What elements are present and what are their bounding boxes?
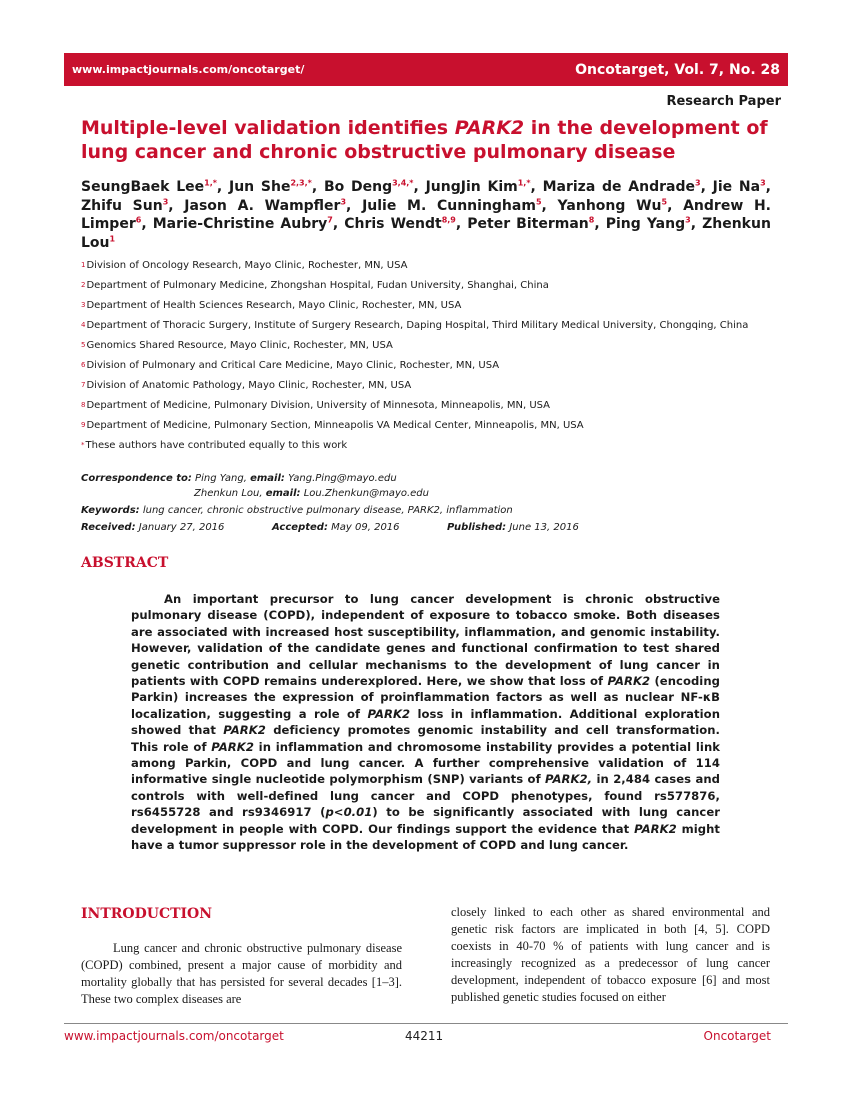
- author-sup: 1: [109, 233, 116, 243]
- affiliation-sup: 2: [81, 281, 86, 289]
- correspondence: [81, 473, 771, 503]
- affiliation-item: [81, 419, 781, 432]
- gene-name: PARK2: [223, 723, 266, 738]
- affiliation-text: Department of Thoracic Surgery, Institute of Surgery Research, Daping Hospital, Third Military Medical University, Chongqing, China: [86, 320, 749, 331]
- abstract-segment: deficiency promotes genomic instability and cell transformation. This role of: [131, 723, 721, 754]
- author[interactable]: [81, 198, 168, 214]
- title-part1: Multiple-level validation identifies: [81, 117, 455, 139]
- abstract-segment: in inflammation and chromosome instability provides a potential link among Parkin, COPD and lung cancer. A further comprehensive validation of 114 informative single nucleotide polymorphism (SNP) variants of: [131, 739, 721, 787]
- accepted-date: [272, 522, 447, 533]
- author-name: Ping Yang: [605, 216, 686, 232]
- article-title: [81, 116, 781, 164]
- article-dates: [81, 522, 771, 533]
- affiliation-text: Department of Medicine, Pulmonary Division, University of Minnesota, Minneapolis, MN, USA: [86, 400, 551, 411]
- accepted-value: May 09, 2016: [331, 522, 400, 533]
- author[interactable]: [153, 216, 333, 232]
- affiliation-text: Department of Medicine, Pulmonary Section, Minneapolis VA Medical Center, Minneapolis, MN, USA: [86, 420, 584, 431]
- author-sup: 1,*: [204, 178, 217, 188]
- affiliation-text: Department of Health Sciences Research, Mayo Clinic, Rochester, MN, USA: [86, 300, 462, 311]
- abstract-segment: An important precursor to lung cancer development is chronic obstructive pulmonary disease (COPD), independent of exposure to tobacco smoke. Both diseases are associated with increased host susceptibility, inflammation, and genomic instability. However, validation of the candidate genes and functional confirmation to test shared genetic contribution and cellular mechanisms to the development of lung cancer in patients with COPD remains underexplored. Here, we show that loss of: [131, 592, 720, 689]
- keywords-value: lung cancer, chronic obstructive pulmonary disease, PARK2, inflammation: [142, 505, 513, 516]
- author-name: Zhenkun Lou: [81, 216, 771, 251]
- affiliation-text: Department of Pulmonary Medicine, Zhongshan Hospital, Fudan University, Shanghai, China: [86, 280, 549, 291]
- affiliation-item: [81, 359, 781, 372]
- p-value: p<0.01: [325, 805, 373, 820]
- author-name: Zhifu Sun: [81, 197, 163, 214]
- email-label: email:: [250, 473, 285, 484]
- author[interactable]: [362, 198, 541, 214]
- abstract-segment: might have a tumor suppressor role in the development of COPD and lung cancer.: [131, 821, 720, 853]
- author-name: Peter Biterman: [467, 216, 589, 232]
- affiliation-sup: 6: [81, 361, 86, 369]
- affiliation-sup: *: [81, 441, 85, 449]
- affiliation-item: [81, 259, 781, 272]
- author-sup: 3: [695, 178, 701, 188]
- email-label: email:: [265, 488, 301, 499]
- author-sup: 2,3,*: [290, 178, 312, 188]
- abstract-segment: loss in inflammation. Additional exploration showed that: [131, 706, 720, 738]
- affiliation-item: [81, 399, 781, 412]
- author-sup: 3: [685, 215, 691, 225]
- received-value: January 27, 2016: [138, 522, 225, 533]
- author-name: Yanhong Wu: [557, 197, 662, 214]
- author-list: SeungBaek Lee$^{1,*}$, Jun She$^{2,3,*}$, Bo Deng$^{3,4,*}$, JungJin Kim$^{1,*}$, Mariza de Andrade$^3$, Jie Na$^3$, Zhifu Sun$^3$, Jason A. Wampfler$^3$, Julie M. Cunningham$^5$, Yanhong Wu$^5$, Andrew H. Limper$^6$, Marie-Christine Aubry$^7$, Chris Wendt$^{8,9}$, Peter Biterman$^8$, Ping Yang$^3$, Zhenkun Lou$^1$: [81, 178, 771, 251]
- author-name: JungJin Kim: [425, 179, 518, 195]
- gene-name: PARK2: [634, 821, 677, 836]
- author-name: Mariza de Andrade: [542, 179, 695, 195]
- affiliation-text: Division of Oncology Research, Mayo Clinic, Rochester, MN, USA: [86, 260, 408, 271]
- author-sup: 5: [535, 196, 542, 206]
- correspondence-name: Zhenkun Lou,: [194, 488, 263, 499]
- author[interactable]: [229, 179, 312, 195]
- affiliation-text: Genomics Shared Resource, Mayo Clinic, Rochester, MN, USA: [86, 340, 393, 351]
- affiliation-text: Division of Pulmonary and Critical Care Medicine, Mayo Clinic, Rochester, MN, USA: [86, 360, 500, 371]
- journal-url-link[interactable]: www.impactjournals.com/oncotarget/: [72, 63, 305, 76]
- author-sup: 7: [327, 215, 333, 225]
- correspondence-row: [81, 488, 771, 503]
- affiliation-text: These authors have contributed equally to this work: [85, 440, 348, 451]
- received-label: Received:: [81, 522, 136, 533]
- affiliation-sup: 9: [81, 421, 86, 429]
- author[interactable]: [81, 179, 217, 195]
- affiliation-item: [81, 319, 781, 332]
- keywords-label: Keywords:: [81, 505, 140, 516]
- introduction-heading: INTRODUCTION: [81, 906, 213, 922]
- author[interactable]: [426, 179, 531, 195]
- author[interactable]: [467, 216, 594, 232]
- author-sup: 8: [588, 215, 595, 225]
- author-name: Julie M. Cunningham: [362, 197, 536, 214]
- author[interactable]: [324, 179, 414, 195]
- author-name: Chris Wendt: [344, 216, 442, 232]
- gene-name: PARK2: [211, 739, 254, 754]
- accepted-label: Accepted:: [272, 522, 328, 533]
- author-sup: 3: [340, 196, 347, 206]
- email-link[interactable]: Lou.Zhenkun@mayo.edu: [303, 488, 429, 499]
- correspondence-label: Correspondence to:: [81, 473, 192, 484]
- abstract-segment: ) to be significantly associated with lung cancer development in people with COPD. Our findings support the evidence that: [131, 805, 720, 836]
- title-gene: PARK2: [454, 117, 525, 139]
- abstract-segment: (encoding Parkin) increases the expression of proinflammation factors as well as nuclear NF-κB localization, suggesting a role of: [131, 674, 720, 721]
- author[interactable]: [543, 179, 701, 195]
- author-sup: 3: [162, 196, 169, 206]
- affiliations: [81, 259, 781, 459]
- author-sup: 6: [135, 215, 142, 225]
- gene-name: PARK2: [607, 674, 651, 689]
- author-name: Marie-Christine Aubry: [152, 216, 328, 232]
- affiliation-sup: 7: [81, 381, 86, 389]
- author[interactable]: [344, 216, 456, 232]
- author-sup: 3: [760, 178, 766, 188]
- affiliation-sup: 3: [81, 301, 86, 309]
- affiliation-item: [81, 339, 781, 352]
- affiliation-item: [81, 439, 781, 452]
- abstract-heading: ABSTRACT: [81, 555, 169, 571]
- intro-left-column: Lung cancer and chronic obstructive pulmonary disease (COPD) combined, present a major cause of morbidity and mortality globally that has persisted for several decades [1–3]. These two complex diseases are: [81, 941, 402, 1006]
- affiliation-item: [81, 379, 781, 392]
- title-part2: in the development of lung cancer and chronic obstructive pulmonary disease: [81, 117, 768, 163]
- author-sup: 5: [661, 196, 668, 206]
- published-date: [447, 522, 579, 533]
- intro-right-column: closely linked to each other as shared environmental and genetic risk factors are implicated in both [4, 5]. COPD coexists in 40-70 % of patients with lung cancer and is increasingly recognized as a predecessor of lung cancer development, independent of tobacco exposure [6] and most published genetic studies focused on either: [451, 905, 770, 1004]
- author-name: Bo Deng: [323, 179, 393, 195]
- correspondence-row: [81, 473, 771, 488]
- affiliation-item: [81, 279, 781, 292]
- affiliation-sup: 1: [81, 261, 86, 269]
- author-name: Jie Na: [712, 179, 761, 195]
- footer-journal: Oncotarget: [703, 1029, 771, 1043]
- author[interactable]: [606, 216, 691, 232]
- affiliation-sup: 4: [81, 321, 86, 329]
- journal-issue: Oncotarget, Vol. 7, No. 28: [575, 61, 780, 78]
- author-sup: 8,9: [441, 215, 456, 225]
- author-name: Andrew H. Limper: [81, 197, 771, 232]
- author-name: Jason A. Wampfler: [184, 197, 341, 214]
- page-number: 44211: [405, 1029, 444, 1043]
- abstract-text: [131, 591, 720, 854]
- footer-url-link[interactable]: www.impactjournals.com/oncotarget: [64, 1029, 284, 1043]
- author[interactable]: [558, 198, 668, 214]
- author-name: Jun She: [229, 179, 291, 195]
- affiliation-item: [81, 299, 781, 312]
- author-sup: 1,*: [517, 178, 531, 188]
- received-date: [81, 522, 272, 533]
- footer-divider: [64, 1023, 788, 1024]
- author[interactable]: [713, 179, 766, 195]
- keywords: [81, 505, 771, 516]
- author-name: SeungBaek Lee: [81, 179, 205, 195]
- published-value: June 13, 2016: [509, 522, 579, 533]
- affiliation-text: Division of Anatomic Pathology, Mayo Clinic, Rochester, MN, USA: [86, 380, 412, 391]
- published-label: Published:: [447, 522, 507, 533]
- author-sup: 3,4,*: [392, 178, 414, 188]
- journal-banner: [64, 53, 788, 86]
- gene-name: PARK2: [367, 706, 411, 721]
- abstract-segment: in 2,484 cases and controls with well-defined lung cancer and COPD phenotypes, found rs577876, rs6455728 and rs9346917 (: [131, 772, 720, 820]
- gene-name: PARK2,: [545, 772, 593, 787]
- affiliation-sup: 8: [81, 401, 86, 409]
- email-link[interactable]: Yang.Ping@mayo.edu: [288, 473, 397, 484]
- correspondence-name: Ping Yang,: [195, 473, 247, 484]
- article-type: Research Paper: [666, 94, 781, 109]
- author[interactable]: [184, 198, 346, 214]
- affiliation-sup: 5: [81, 341, 86, 349]
